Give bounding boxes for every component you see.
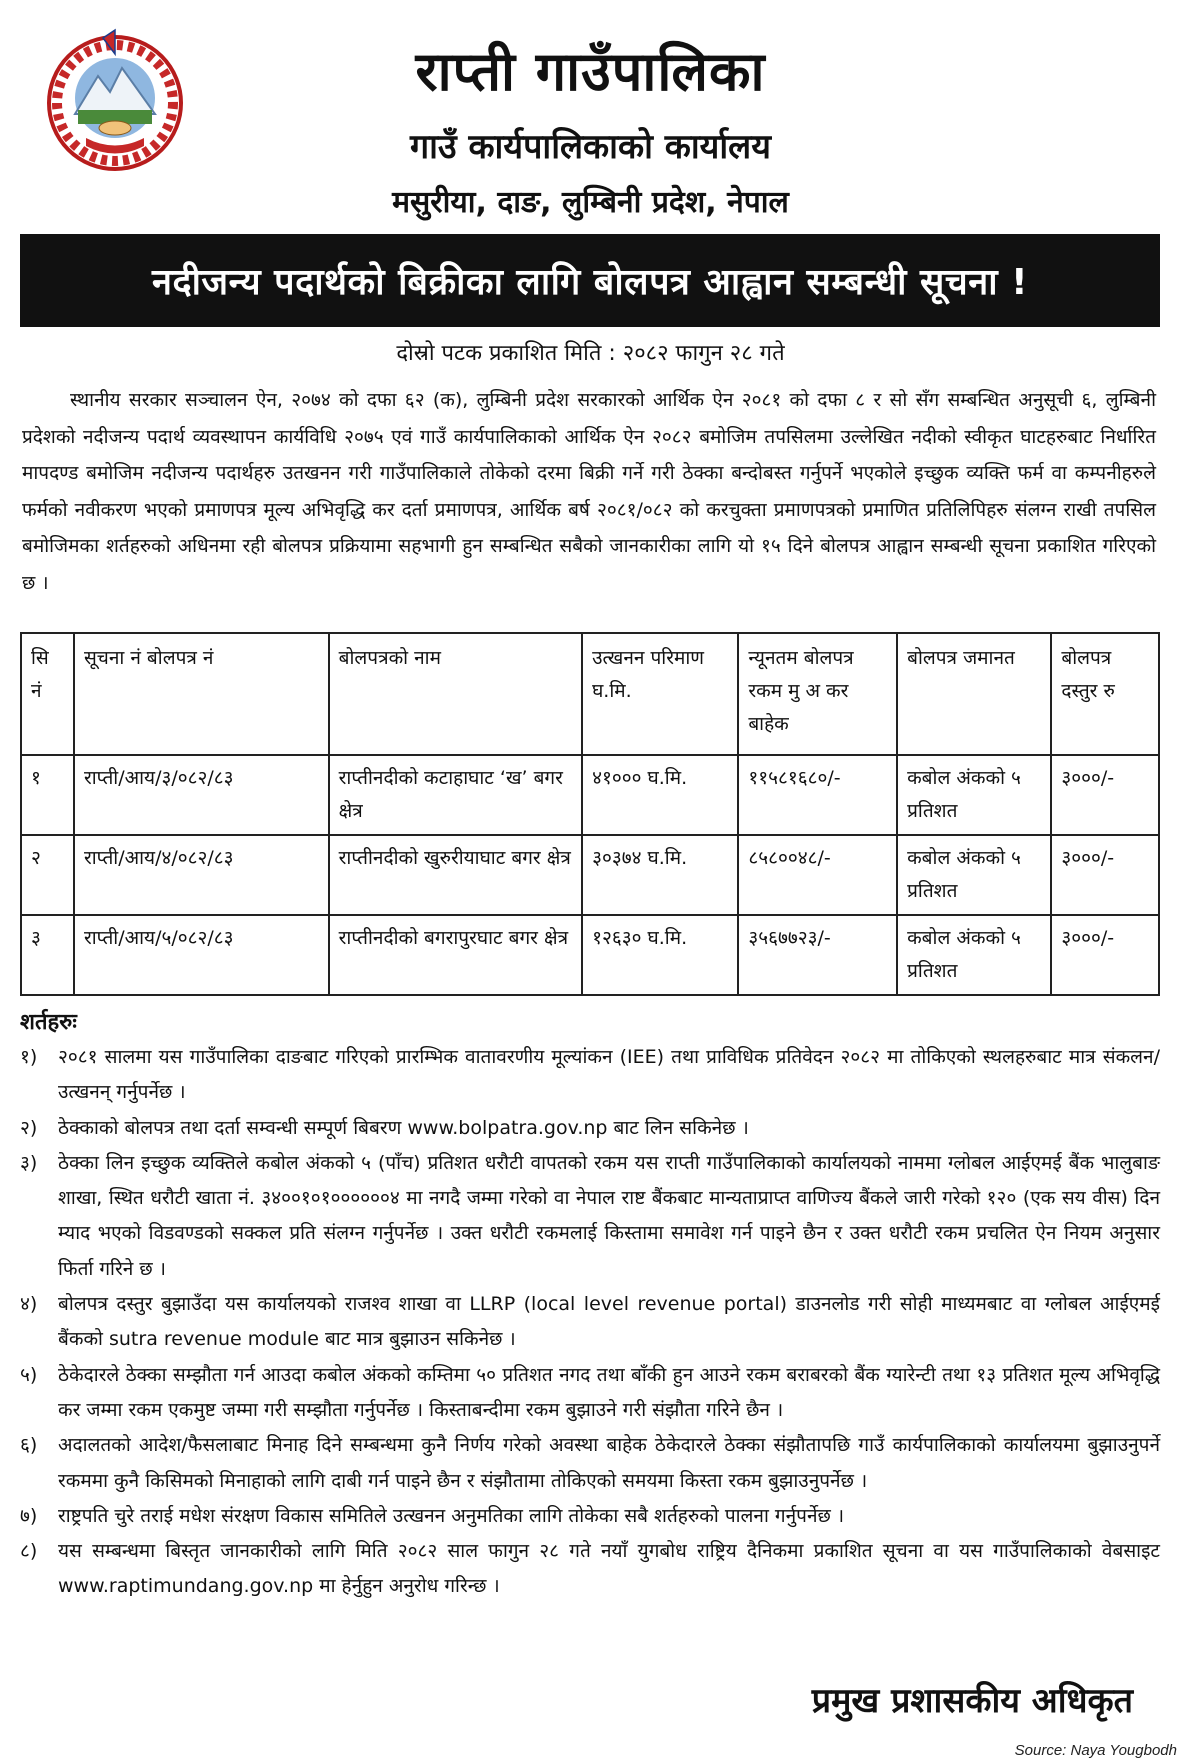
condition-text: यस सम्बन्धमा बिस्तृत जानकारीको लागि मिति २०८२ साल फागुन २८ गते नयाँ युगबोध राष्ट्रिय दैनिकमा प्रकाशित सूचना वा यस गाउँपालिकाको वेबसाइट www.raptimundang.gov.np मा हेर्नुहुन अनुरोध गरिन्छ । (58, 1540, 1160, 1598)
header-bid-name: बोलपत्रको नाम (329, 633, 582, 755)
cell-bid-security: कबोल अंकको ५ प्रतिशत (897, 835, 1051, 915)
cell-bid-security: कबोल अंकको ५ प्रतिशत (897, 755, 1051, 835)
condition-item (20, 1428, 1160, 1499)
notice-page (14, 10, 1167, 1751)
condition-number: २) (20, 1116, 38, 1139)
cell-notice-no: राप्ती/आय/५/०८२/८३ (74, 915, 329, 995)
header-min-amount: न्यूनतम बोलपत्र रकम मु अ कर बाहेक (738, 633, 897, 755)
condition-text: २०८१ सालमा यस गाउँपालिका दाङबाट गरिएको प्रारम्भिक वातावरणीय मूल्यांकन (IEE) तथा प्राविधिक प्रतिवेदन २०८२ मा तोकिएको स्थलहरुबाट मात्र संकलन/उत्खनन् गर्नुपर्नेछ । (58, 1046, 1160, 1104)
condition-item (20, 1111, 1160, 1146)
condition-item (20, 1358, 1160, 1429)
cell-min-amount: ११५८१६८०/- (738, 755, 897, 835)
table-row (21, 915, 1159, 995)
cell-quantity: ३०३७४ घ.मि. (582, 835, 738, 915)
condition-item (20, 1146, 1160, 1287)
cell-bid-fee: ३०००/- (1051, 755, 1159, 835)
intro-paragraph: स्थानीय सरकार सञ्चालन ऐन, २०७४ को दफा ६२ (क), लुम्बिनी प्रदेश सरकारको आर्थिक ऐन २०८१ को दफा ८ र सो सँग सम्बन्धित अनुसूची ६, लुम्बिनी प्रदेशको नदीजन्य पदार्थ व्यवस्थापन कार्यविधि २०७५ एवं गाउँ कार्यपालिकाको आर्थिक ऐन २०८२ बमोजिम तपसिलमा उल्लेखित नदीको स्वीकृत घाटहरुबाट निर्धारित मापदण्ड बमोजिम नदीजन्य पदार्थहरु उतखनन गरी गाउँपालिकाले तोकेको दरमा बिक्री गर्ने गरी ठेक्का बन्दोबस्त गर्नुपर्ने भएकोले इच्छुक व्यक्ति फर्म वा कम्पनीहरुले फर्मको नवीकरण भएको प्रमाणपत्र मूल्य अभिवृद्धि कर दर्ता प्रमाणपत्र, आर्थिक बर्ष २०८१/०८२ को करचुक्ता प्रमाणपत्रको प्रमाणित प्रतिलिपिहरु संलग्न राखी तपसिल बमोजिमका शर्तहरुको अधिनमा रही बोलपत्र प्रक्रियामा सहभागी हुन सम्बन्धित सबैको जानकारीका लागि यो १५ दिने बोलपत्र आह्वान सम्बन्धी सूचना प्रकाशित गरिएको छ । (22, 389, 1156, 594)
condition-number: ४) (20, 1293, 38, 1316)
municipality-name: राप्ती गाउँपालिका (415, 40, 766, 103)
cell-bid-security: कबोल अंकको ५ प्रतिशत (897, 915, 1051, 995)
office-name: गाउँ कार्यपालिकाको कार्यालय (410, 127, 771, 167)
condition-number: ६) (20, 1434, 38, 1457)
condition-text: अदालतको आदेश/फैसलाबाट मिनाह दिने सम्बन्धमा कुनै निर्णय गरेको अवस्था बाहेक ठेकेदारले ठेक्का संझौतापछि गाउँ कार्यपालिकाको कार्यालयमा बुझाउनुपर्ने रकममा कुनै किसिमको मिनाहाको लागि दाबी गर्न पाइने छैन र संझौतामा तोकिएको समयमा किस्ता रकम बुझाउनुपर्नेछ । (58, 1434, 1160, 1492)
cell-quantity: १२६३० घ.मि. (582, 915, 738, 995)
table-row (21, 835, 1159, 915)
condition-item (20, 1534, 1160, 1605)
condition-item (20, 1499, 1160, 1534)
cell-bid-fee: ३०००/- (1051, 915, 1159, 995)
bid-table (20, 632, 1160, 996)
cell-quantity: ४१००० घ.मि. (582, 755, 738, 835)
condition-text: बोलपत्र दस्तुर बुझाउँदा यस कार्यालयको राजश्व शाखा वा LLRP (local level revenue portal) डाउनलोड गरी सोही माध्यमबाट वा ग्लोबल आईएमई बैंकको sutra revenue module बाट मात्र बुझाउन सकिनेछ । (58, 1293, 1160, 1351)
table-header-row (21, 633, 1159, 755)
notice-title: नदीजन्य पदार्थको बिक्रीका लागि बोलपत्र आह्वान सम्बन्धी सूचना ! (152, 262, 1028, 303)
cell-min-amount: ३५६७७२३/- (738, 915, 897, 995)
cell-serial: ३ (21, 915, 74, 995)
header-bid-fee: बोलपत्र दस्तुर रु (1051, 633, 1159, 755)
condition-text: ठेक्का लिन इच्छुक व्यक्तिले कबोल अंकको ५ (पाँच) प्रतिशत धरौटी वापतको रकम यस राप्ती गाउँपालिकाको कार्यालयको नाममा ग्लोबल आईएमई बैंक भालुबाङ शाखा, स्थित धरौटी खाता नं. ३४००१०१००००००४ मा नगदै जम्मा गरेको वा नेपाल राष्ट बैंकबाट मान्यताप्राप्त वाणिज्य बैंकले जारी गरेको १२० (एक सय वीस) दिन म्याद भएको विडवण्डको सक्कल प्रति संलग्न गर्नुपर्नेछ । उक्त धरौटी रकमलाई किस्तामा समावेश गर्न पाइने छैन र उक्त धरौटी रकम प्रचलित ऐन नियम अनुसार फिर्ता गरिने छ । (58, 1151, 1160, 1280)
condition-text: राष्ट्रपति चुरे तराई मधेश संरक्षण विकास समितिले उत्खनन अनुमतिका लागि तोकेका सबै शर्तहरुको पालना गर्नुपर्नेछ । (58, 1504, 845, 1527)
conditions-list (20, 1040, 1160, 1605)
office-address: मसुरीया, दाङ, लुम्बिनी प्रदेश, नेपाल (392, 185, 789, 220)
publish-date: दोस्रो पटक प्रकाशित मिति : २०८२ फागुन २८ गते (396, 341, 785, 366)
header-notice-no: सूचना नं बोलपत्र नं (74, 633, 329, 755)
condition-number: ८) (20, 1540, 38, 1563)
cell-notice-no: राप्ती/आय/४/०८२/८३ (74, 835, 329, 915)
condition-item (20, 1287, 1160, 1358)
header-bid-security: बोलपत्र जमानत (897, 633, 1051, 755)
cell-bid-fee: ३०००/- (1051, 835, 1159, 915)
cell-serial: २ (21, 835, 74, 915)
cell-min-amount: ८५८००४८/- (738, 835, 897, 915)
condition-text: ठेकेदारले ठेक्का सम्झौता गर्न आउदा कबोल अंकको कम्तिमा ५० प्रतिशत नगद तथा बाँकी हुन आउने रकम बराबरको बैंक ग्यारेन्टी तथा १३ प्रतिशत मूल्य अभिवृद्धि कर जम्मा रकम एकमुष्ट जम्मा गरी सम्झौता गर्नुपर्नेछ । किस्ताबन्दीमा रकम बुझाउने गरी संझौता गरिने छैन । (58, 1363, 1160, 1421)
condition-number: ५) (20, 1363, 38, 1386)
header-quantity: उत्खनन परिमाण घ.मि. (582, 633, 738, 755)
condition-text: ठेक्काको बोलपत्र तथा दर्ता सम्वन्धी सम्पूर्ण बिबरण www.bolpatra.gov.np बाट लिन सकिनेछ । (58, 1116, 749, 1139)
condition-number: ७) (20, 1504, 38, 1527)
notice-title-bar (20, 234, 1160, 327)
condition-item (20, 1040, 1160, 1111)
conditions-heading: शर्तहरुः (20, 1010, 77, 1035)
source-credit: Source: Naya Yougbodh (1014, 1742, 1177, 1759)
signatory-title: प्रमुख प्रशासकीय अधिकृत (811, 1681, 1133, 1721)
header-serial: सि नं (21, 633, 74, 755)
cell-notice-no: राप्ती/आय/३/०८२/८३ (74, 755, 329, 835)
condition-number: ३) (20, 1151, 38, 1174)
cell-bid-name: राप्तीनदीको खुरुरीयाघाट बगर क्षेत्र (329, 835, 582, 915)
condition-number: १) (20, 1046, 38, 1068)
table-row (21, 755, 1159, 835)
cell-bid-name: राप्तीनदीको बगरापुरघाट बगर क्षेत्र (329, 915, 582, 995)
cell-bid-name: राप्तीनदीको कटाहाघाट ‘ख’ बगर क्षेत्र (329, 755, 582, 835)
cell-serial: १ (21, 755, 74, 835)
